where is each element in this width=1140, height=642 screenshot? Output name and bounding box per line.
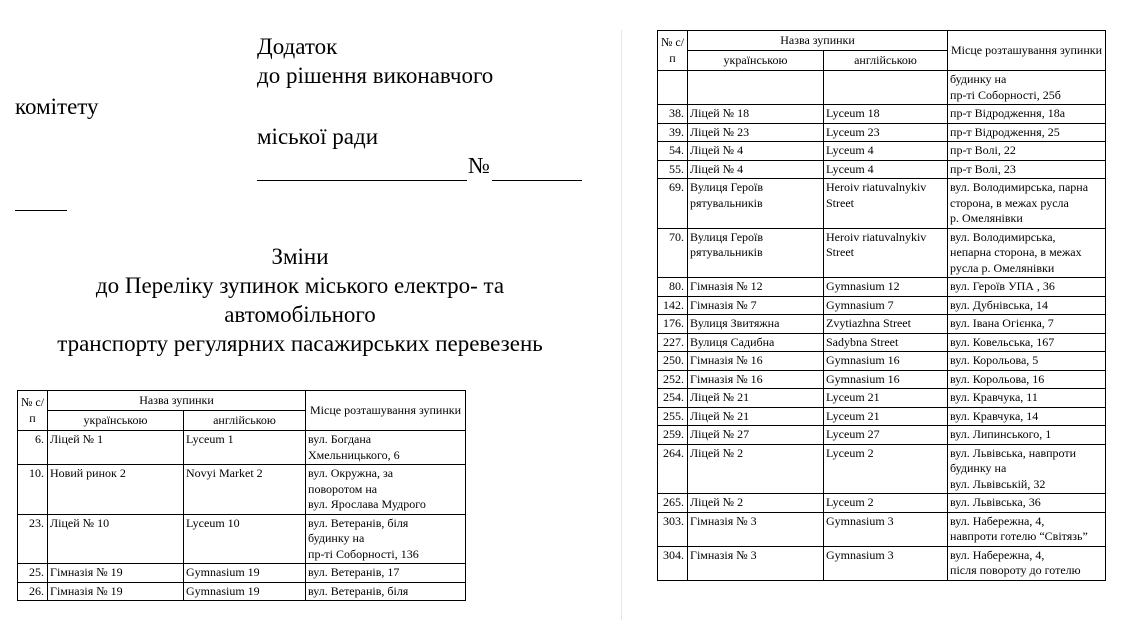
location-line: вул. Окружна, за: [308, 466, 394, 480]
stop-name-english: Gymnasium 16: [824, 352, 948, 371]
stop-name-english: Gymnasium 19: [184, 564, 306, 583]
location-line: навпроти готелю “Світязь”: [950, 529, 1088, 543]
stop-location: [948, 142, 1106, 161]
row-number: 176.: [658, 315, 688, 334]
stop-name-ukrainian: Ліцей № 1: [48, 431, 184, 465]
location-line: вул. Львівська, навпроти: [950, 445, 1077, 460]
stop-name-ukrainian: Ліцей № 10: [48, 514, 184, 564]
english-header: англійською: [184, 411, 306, 431]
table-row: [658, 123, 1106, 142]
table-row: [18, 514, 466, 564]
stop-name-english: Gymnasium 12: [824, 278, 948, 297]
stop-name-english: Lyceum 10: [184, 514, 306, 564]
location-line: вул. Богдана: [308, 432, 372, 446]
table-row: [658, 426, 1106, 445]
location-line: будинку на: [308, 531, 365, 545]
row-number: 38.: [658, 105, 688, 124]
table-row: [658, 105, 1106, 124]
row-number: [658, 71, 688, 105]
stop-name-english: Lyceum 2: [824, 494, 948, 513]
row-number: 252.: [658, 370, 688, 389]
location-line: вул. Кравчука, 11: [950, 390, 1038, 404]
row-number: 55.: [658, 160, 688, 179]
stop-location: [948, 407, 1106, 426]
title-line: до Переліку зупинок міського електро- та: [95, 273, 505, 298]
stop-name-header: Назва зупинки: [48, 391, 306, 411]
stop-location: [948, 71, 1106, 105]
stop-name-ukrainian: Вулиця Героїв рятувальників: [688, 179, 824, 229]
stop-name-english: Heroiv riatuvalnykiv Street: [824, 179, 948, 229]
stops-table-left: [17, 390, 466, 601]
location-header: Місце розташування зупинки: [306, 391, 466, 431]
stop-name-english: Lyceum 2: [824, 444, 948, 494]
stop-location: [948, 389, 1106, 408]
stop-name-ukrainian: Гімназія № 7: [688, 296, 824, 315]
table-row: [658, 444, 1106, 494]
location-line: поворотом на: [308, 481, 378, 496]
stop-name-ukrainian: Ліцей № 4: [688, 160, 824, 179]
stop-name-ukrainian: Гімназія № 19: [48, 564, 184, 583]
english-header: англійською: [824, 51, 948, 71]
table-row: [18, 582, 466, 601]
stop-name-ukrainian: Ліцей № 23: [688, 123, 824, 142]
stop-location: [948, 333, 1106, 352]
stop-location: [948, 494, 1106, 513]
decision-label: до рішення виконавчого: [257, 63, 494, 88]
location-line: пр-т Відродження, 18а: [950, 106, 1066, 120]
location-line: будинку на: [950, 461, 1007, 475]
location-header: Місце розташування зупинки: [948, 31, 1106, 71]
location-line: русла р. Омелянівки: [950, 260, 1055, 275]
row-number: 142.: [658, 296, 688, 315]
stop-location: [948, 123, 1106, 142]
location-line: вул. Героїв УПА , 36: [950, 279, 1055, 293]
table-row: [658, 407, 1106, 426]
row-number: 54.: [658, 142, 688, 161]
ukrainian-header: українською: [48, 411, 184, 431]
table-row: [658, 142, 1106, 161]
row-number: 250.: [658, 352, 688, 371]
row-number: 25.: [18, 564, 48, 583]
table-row: [658, 228, 1106, 278]
stop-location: [948, 160, 1106, 179]
row-number: 69.: [658, 179, 688, 229]
row-number: 227.: [658, 333, 688, 352]
title-line: транспорту регулярних пасажирських перевезень: [57, 331, 543, 356]
number-blank-line: [492, 180, 582, 181]
stop-location: [306, 514, 466, 564]
city-council-label: міської ради: [257, 124, 379, 149]
location-line: вул. Набережна, 4,: [950, 547, 1045, 562]
location-line: р. Омелянівки: [950, 211, 1023, 225]
stop-name-ukrainian: Ліцей № 4: [688, 142, 824, 161]
stop-name-english: Lyceum 21: [824, 407, 948, 426]
stop-name-ukrainian: Гімназія № 12: [688, 278, 824, 297]
stop-location: [948, 296, 1106, 315]
num-column-header: № с/п: [658, 31, 688, 71]
row-number: 26.: [18, 582, 48, 601]
stop-name-ukrainian: [688, 71, 824, 105]
document-title: [0, 242, 600, 358]
stop-name-ukrainian: Гімназія № 19: [48, 582, 184, 601]
table-row: [18, 431, 466, 465]
committee-label: комітету: [15, 94, 99, 119]
title-line: Зміни: [271, 244, 329, 269]
stop-name-ukrainian: Ліцей № 21: [688, 389, 824, 408]
stop-location: [948, 546, 1106, 580]
row-number: 265.: [658, 494, 688, 513]
page-divider: [621, 30, 622, 620]
stop-name-ukrainian: Ліцей № 27: [688, 426, 824, 445]
stop-name-english: Lyceum 27: [824, 426, 948, 445]
stops-table-right: [657, 30, 1106, 581]
location-line: вул. Дубнівська, 14: [950, 297, 1048, 312]
location-line: вул. Львівська, 36: [950, 495, 1041, 509]
stop-name-english: Sadybna Street: [824, 333, 948, 352]
number-sign: №: [468, 153, 490, 178]
location-line: пр-т Волі, 23: [950, 161, 1016, 176]
row-number: 10.: [18, 465, 48, 515]
row-number: 255.: [658, 407, 688, 426]
location-line: вул. Ковельська, 167: [950, 334, 1055, 349]
stop-name-ukrainian: Гімназія № 16: [688, 352, 824, 371]
location-line: вул. Ветеранів, біля: [308, 515, 409, 530]
stop-location: [948, 179, 1106, 229]
location-line: пр-ті Соборності, 136: [308, 546, 419, 561]
stop-name-ukrainian: Гімназія № 16: [688, 370, 824, 389]
stop-name-english: Lyceum 4: [824, 142, 948, 161]
table-row: [658, 71, 1106, 105]
table-row: [658, 333, 1106, 352]
stop-name-ukrainian: Ліцей № 2: [688, 444, 824, 494]
table-row: [658, 278, 1106, 297]
stop-name-english: Lyceum 1: [184, 431, 306, 465]
stop-name-ukrainian: Ліцей № 21: [688, 407, 824, 426]
location-line: вул. Ветеранів, 17: [308, 565, 400, 579]
table-row: [658, 315, 1106, 334]
location-line: вул. Львівській, 32: [950, 476, 1046, 491]
stop-name-english: Lyceum 4: [824, 160, 948, 179]
stop-location: [306, 431, 466, 465]
stop-name-english: Zvytiazhna Street: [824, 315, 948, 334]
location-line: вул. Корольова, 5: [950, 353, 1039, 367]
location-line: вул. Ярослава Мудрого: [308, 497, 426, 511]
stop-name-ukrainian: Гімназія № 3: [688, 546, 824, 580]
addendum-label: Додаток: [257, 34, 338, 59]
stop-location: [948, 512, 1106, 546]
stop-name-ukrainian: Ліцей № 18: [688, 105, 824, 124]
table-row: [658, 179, 1106, 229]
location-line: після повороту до готелю: [950, 563, 1081, 577]
stop-name-english: Lyceum 18: [824, 105, 948, 124]
row-number: 303.: [658, 512, 688, 546]
row-number: 6.: [18, 431, 48, 465]
stop-name-english: Gymnasium 3: [824, 546, 948, 580]
row-number: 70.: [658, 228, 688, 278]
stop-name-header: Назва зупинки: [688, 31, 948, 51]
location-line: вул. Володимирська,: [950, 229, 1056, 244]
table-row: [18, 564, 466, 583]
table-row: [658, 296, 1106, 315]
stop-name-english: [824, 71, 948, 105]
location-line: сторона, в межах русла: [950, 195, 1069, 210]
stop-location: [948, 352, 1106, 371]
location-line: вул. Набережна, 4,: [950, 513, 1045, 528]
number-blank-line-continued: [15, 210, 67, 211]
table-row: [658, 352, 1106, 371]
row-number: 39.: [658, 123, 688, 142]
stop-name-ukrainian: Вулиця Звитяжна: [688, 315, 824, 334]
location-line: пр-ті Соборності, 25б: [950, 87, 1061, 102]
location-line: вул. Івана Огієнка, 7: [950, 316, 1054, 330]
location-line: вул. Володимирська, парна: [950, 180, 1089, 194]
stop-location: [948, 278, 1106, 297]
stop-location: [948, 370, 1106, 389]
stop-name-ukrainian: Вулиця Героїв рятувальників: [688, 228, 824, 278]
location-line: пр-т Волі, 22: [950, 143, 1016, 157]
table-row: [658, 494, 1106, 513]
stop-location: [948, 315, 1106, 334]
row-number: 264.: [658, 444, 688, 494]
stop-location: [306, 582, 466, 601]
stop-name-english: Lyceum 23: [824, 123, 948, 142]
table-row: [658, 370, 1106, 389]
row-number: 259.: [658, 426, 688, 445]
row-number: 304.: [658, 546, 688, 580]
stop-location: [948, 444, 1106, 494]
stop-name-english: Gymnasium 16: [824, 370, 948, 389]
table-row: [18, 465, 466, 515]
num-column-header: № с/п: [18, 391, 48, 431]
location-line: Хмельницького, 6: [308, 447, 400, 462]
stop-name-english: Lyceum 21: [824, 389, 948, 408]
stop-location: [948, 228, 1106, 278]
location-line: вул. Липинського, 1: [950, 427, 1052, 441]
stop-location: [948, 105, 1106, 124]
location-line: вул. Кравчука, 14: [950, 408, 1039, 423]
location-line: непарна сторона, в межах: [950, 245, 1082, 259]
stop-location: [306, 564, 466, 583]
stop-name-english: Heroiv riatuvalnykiv Street: [824, 228, 948, 278]
right-page: [640, 0, 1140, 642]
stop-name-english: Gymnasium 19: [184, 582, 306, 601]
table-row: [658, 512, 1106, 546]
location-line: вул. Корольова, 16: [950, 371, 1045, 386]
date-blank-line: [257, 180, 467, 181]
row-number: 254.: [658, 389, 688, 408]
table-row: [658, 389, 1106, 408]
location-line: вул. Ветеранів, біля: [308, 583, 409, 598]
stop-name-ukrainian: Гімназія № 3: [688, 512, 824, 546]
location-line: будинку на: [950, 72, 1007, 86]
row-number: 23.: [18, 514, 48, 564]
stop-name-ukrainian: Ліцей № 2: [688, 494, 824, 513]
stop-location: [948, 426, 1106, 445]
table-row: [658, 160, 1106, 179]
table-row: [658, 546, 1106, 580]
location-line: пр-т Відродження, 25: [950, 124, 1060, 139]
ukrainian-header: українською: [688, 51, 824, 71]
stop-name-english: Gymnasium 3: [824, 512, 948, 546]
stop-name-ukrainian: Вулиця Садибна: [688, 333, 824, 352]
stop-name-english: Novyi Market 2: [184, 465, 306, 515]
title-line: автомобільного: [224, 302, 376, 327]
stop-location: [306, 465, 466, 515]
stop-name-ukrainian: Новий ринок 2: [48, 465, 184, 515]
row-number: 80.: [658, 278, 688, 297]
stop-name-english: Gymnasium 7: [824, 296, 948, 315]
